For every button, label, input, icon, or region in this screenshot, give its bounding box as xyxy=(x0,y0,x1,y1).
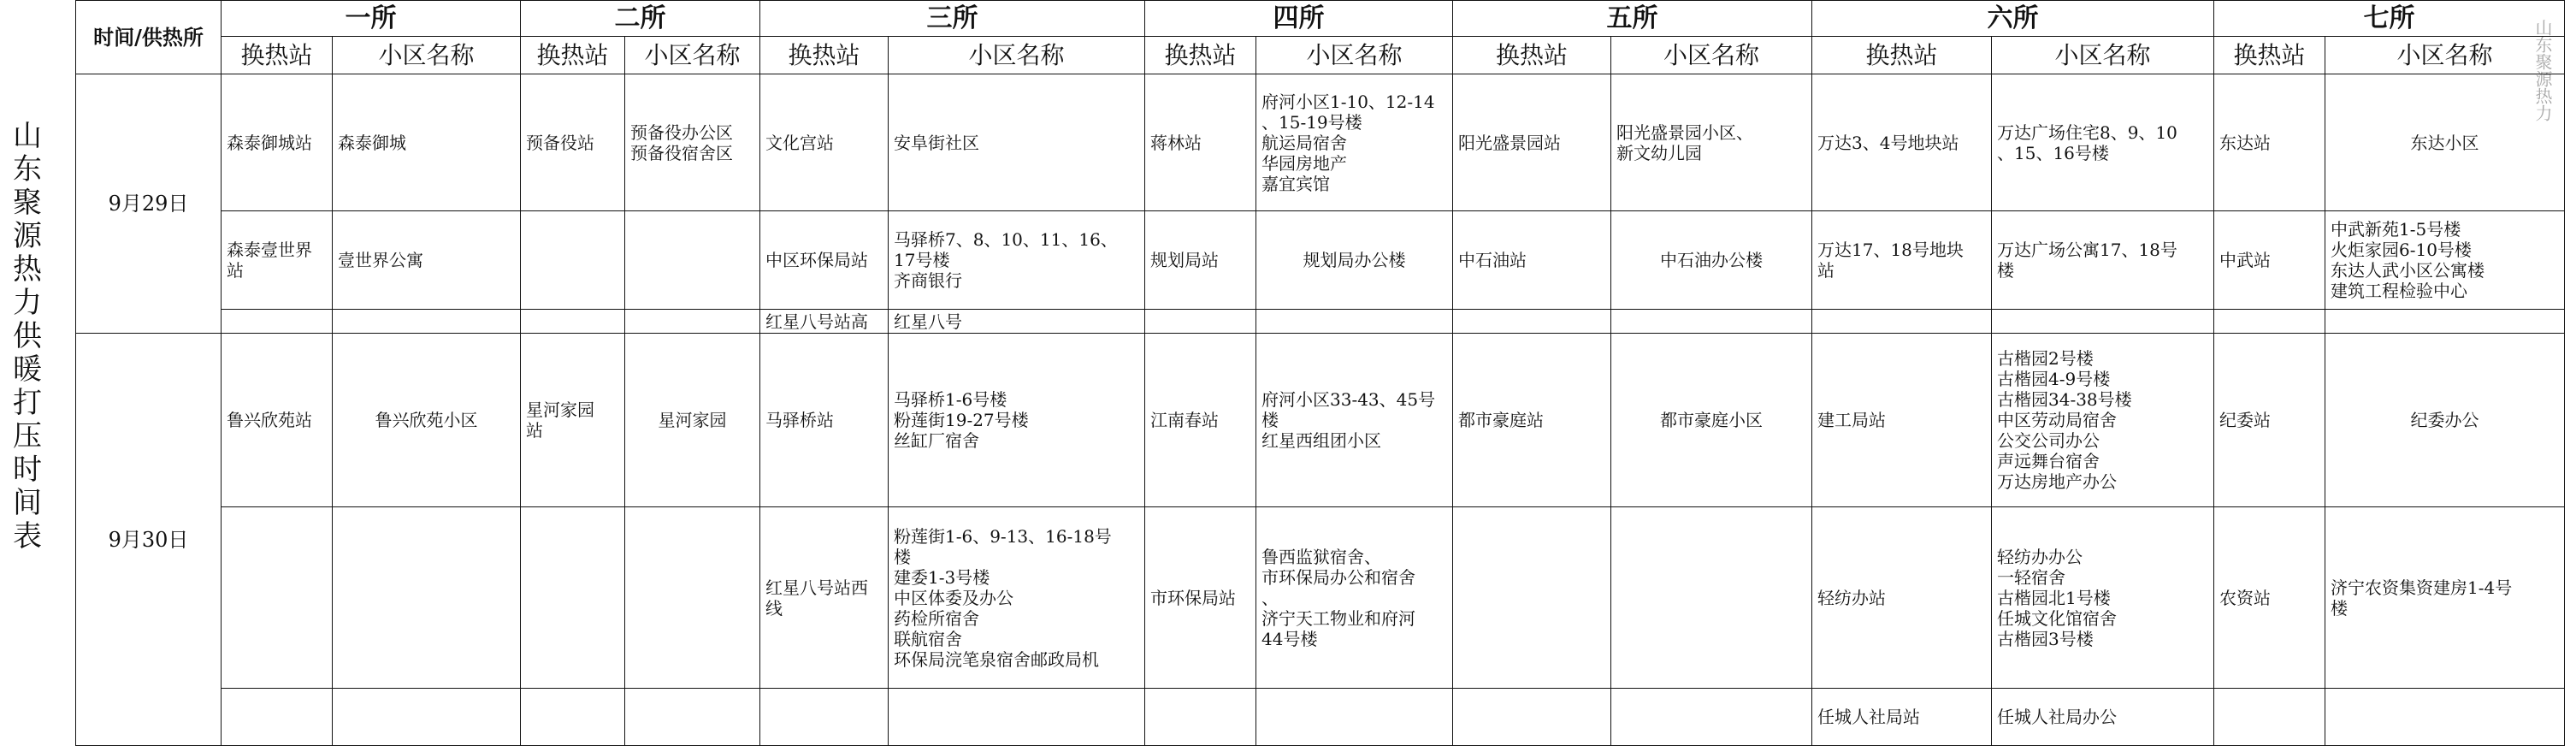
community-cell xyxy=(1256,689,1453,746)
station-column-header: 换热站 xyxy=(2214,37,2325,74)
community-cell: 都市豪庭小区 xyxy=(1611,334,1812,507)
side-title-char: 热 xyxy=(13,252,42,287)
community-cell: 阳光盛景园小区、 新文幼儿园 xyxy=(1611,74,1812,211)
station-cell: 万达17、18号地块 站 xyxy=(1812,211,1992,310)
community-cell xyxy=(625,310,760,334)
community-cell xyxy=(1611,507,1812,689)
community-cell xyxy=(333,310,521,334)
side-title-char: 东 xyxy=(13,152,42,186)
station-cell: 中石油站 xyxy=(1453,211,1611,310)
station-column-header: 换热站 xyxy=(1145,37,1256,74)
side-title-char: 表 xyxy=(13,519,42,554)
community-cell: 马驿桥1-6号楼 粉莲街19-27号楼 丝缸厂宿舍 xyxy=(889,334,1145,507)
station-cell xyxy=(1145,689,1256,746)
station-cell xyxy=(521,689,625,746)
side-title-char: 打 xyxy=(13,386,42,420)
side-title-char: 暖 xyxy=(13,352,42,387)
station-cell: 阳光盛景园站 xyxy=(1453,74,1611,211)
table-row xyxy=(76,689,2565,746)
station-cell: 江南春站 xyxy=(1145,334,1256,507)
station-cell: 蒋林站 xyxy=(1145,74,1256,211)
institute-header: 五所 xyxy=(1453,1,1812,37)
institute-header: 一所 xyxy=(222,1,521,37)
station-cell xyxy=(521,507,625,689)
date-cell: 9月29日 xyxy=(76,74,222,334)
community-cell: 纪委办公 xyxy=(2325,334,2565,507)
station-cell xyxy=(1812,310,1992,334)
community-cell xyxy=(1611,310,1812,334)
station-cell xyxy=(1453,507,1611,689)
header-row-institutes xyxy=(76,1,2565,37)
side-title-char: 山 xyxy=(13,119,42,153)
community-cell: 任城人社局办公 xyxy=(1992,689,2214,746)
community-cell xyxy=(2325,689,2565,746)
table-row xyxy=(76,507,2565,689)
community-cell: 万达广场住宅8、9、10 、15、16号楼 xyxy=(1992,74,2214,211)
side-title-char: 压 xyxy=(13,419,42,453)
side-title xyxy=(0,120,55,554)
side-title-char: 力 xyxy=(13,286,42,320)
station-cell: 森泰御城站 xyxy=(222,74,333,211)
community-cell: 壹世界公寓 xyxy=(333,211,521,310)
watermark: 山东聚源热力 xyxy=(2532,19,2553,121)
community-cell: 鲁兴欣苑小区 xyxy=(333,334,521,507)
station-cell: 任城人社局站 xyxy=(1812,689,1992,746)
schedule-table xyxy=(75,0,2565,746)
community-cell: 府河小区33-43、45号 楼 红星西组团小区 xyxy=(1256,334,1453,507)
institute-header: 三所 xyxy=(760,1,1145,37)
community-cell: 东达小区 xyxy=(2325,74,2565,211)
station-cell: 红星八号站高 xyxy=(760,310,889,334)
community-cell: 星河家园 xyxy=(625,334,760,507)
community-cell: 鲁西监狱宿舍、 市环保局办公和宿舍 、 济宁天工物业和府河 44号楼 xyxy=(1256,507,1453,689)
community-cell: 济宁农资集资建房1-4号 楼 xyxy=(2325,507,2565,689)
community-cell: 安阜街社区 xyxy=(889,74,1145,211)
station-cell: 都市豪庭站 xyxy=(1453,334,1611,507)
station-cell xyxy=(521,310,625,334)
station-column-header: 换热站 xyxy=(521,37,625,74)
community-cell xyxy=(333,507,521,689)
community-cell xyxy=(1992,310,2214,334)
community-column-header: 小区名称 xyxy=(1256,37,1453,74)
station-column-header: 换热站 xyxy=(760,37,889,74)
table-row xyxy=(76,211,2565,310)
community-cell xyxy=(625,507,760,689)
side-title-char: 供 xyxy=(13,319,42,353)
station-cell: 建工局站 xyxy=(1812,334,1992,507)
station-cell xyxy=(1453,689,1611,746)
institute-header: 七所 xyxy=(2214,1,2565,37)
station-cell xyxy=(2214,689,2325,746)
community-column-header: 小区名称 xyxy=(1611,37,1812,74)
community-cell: 森泰御城 xyxy=(333,74,521,211)
station-cell xyxy=(1453,310,1611,334)
community-cell: 古楷园2号楼 古楷园4-9号楼 古楷园34-38号楼 中区劳动局宿舍 公交公司办公 声远舞台宿舍 万达房地产办公 xyxy=(1992,334,2214,507)
community-cell: 中石油办公楼 xyxy=(1611,211,1812,310)
community-cell: 粉莲街1-6、9-13、16-18号 楼 建委1-3号楼 中区体委及办公 药检所宿舍 联航宿舍 环保局浣笔泉宿舍邮政局机 xyxy=(889,507,1145,689)
station-cell xyxy=(222,689,333,746)
community-column-header: 小区名称 xyxy=(625,37,760,74)
station-cell: 纪委站 xyxy=(2214,334,2325,507)
station-cell: 中区环保局站 xyxy=(760,211,889,310)
station-cell xyxy=(2214,310,2325,334)
station-cell: 星河家园 站 xyxy=(521,334,625,507)
community-column-header: 小区名称 xyxy=(333,37,521,74)
community-cell: 红星八号 xyxy=(889,310,1145,334)
community-cell: 轻纺办办公 一轻宿舍 古楷园北1号楼 任城文化馆宿舍 古楷园3号楼 xyxy=(1992,507,2214,689)
station-column-header: 换热站 xyxy=(1812,37,1992,74)
community-column-header: 小区名称 xyxy=(889,37,1145,74)
institute-header: 六所 xyxy=(1812,1,2214,37)
station-cell: 马驿桥站 xyxy=(760,334,889,507)
station-cell: 森泰壹世界 站 xyxy=(222,211,333,310)
table-row xyxy=(76,310,2565,334)
table-body xyxy=(76,74,2565,746)
station-cell: 预备役站 xyxy=(521,74,625,211)
community-cell: 规划局办公楼 xyxy=(1256,211,1453,310)
date-cell: 9月30日 xyxy=(76,334,222,746)
community-column-header: 小区名称 xyxy=(2325,37,2565,74)
station-cell: 农资站 xyxy=(2214,507,2325,689)
station-cell xyxy=(521,211,625,310)
community-cell: 马驿桥7、8、10、11、16、 17号楼 齐商银行 xyxy=(889,211,1145,310)
station-cell: 红星八号站西 线 xyxy=(760,507,889,689)
side-title-char: 源 xyxy=(13,219,42,253)
community-cell: 中武新苑1-5号楼 火炬家园6-10号楼 东达人武小区公寓楼 建筑工程检验中心 xyxy=(2325,211,2565,310)
community-column-header: 小区名称 xyxy=(1992,37,2214,74)
station-cell xyxy=(222,507,333,689)
community-cell xyxy=(1256,310,1453,334)
header-corner: 时间/供热所 xyxy=(76,1,222,74)
community-cell xyxy=(889,689,1145,746)
station-cell: 鲁兴欣苑站 xyxy=(222,334,333,507)
table-row xyxy=(76,334,2565,507)
station-cell: 万达3、4号地块站 xyxy=(1812,74,1992,211)
station-column-header: 换热站 xyxy=(1453,37,1611,74)
station-cell: 中武站 xyxy=(2214,211,2325,310)
side-title-char: 时 xyxy=(13,453,42,487)
community-cell xyxy=(1611,689,1812,746)
station-cell: 市环保局站 xyxy=(1145,507,1256,689)
station-cell: 规划局站 xyxy=(1145,211,1256,310)
station-cell xyxy=(760,689,889,746)
table-header xyxy=(76,1,2565,74)
community-cell: 万达广场公寓17、18号 楼 xyxy=(1992,211,2214,310)
institute-header: 四所 xyxy=(1145,1,1453,37)
community-cell: 预备役办公区 预备役宿舍区 xyxy=(625,74,760,211)
station-cell xyxy=(1145,310,1256,334)
station-cell: 轻纺办站 xyxy=(1812,507,1992,689)
community-cell xyxy=(625,211,760,310)
station-cell: 东达站 xyxy=(2214,74,2325,211)
community-cell: 府河小区1-10、12-14 、15-19号楼 航运局宿舍 华园房地产 嘉宜宾馆 xyxy=(1256,74,1453,211)
institute-header: 二所 xyxy=(521,1,760,37)
side-title-char: 间 xyxy=(13,486,42,520)
station-column-header: 换热站 xyxy=(222,37,333,74)
community-cell xyxy=(2325,310,2565,334)
side-title-char: 聚 xyxy=(13,186,42,220)
community-cell xyxy=(625,689,760,746)
station-cell: 文化宫站 xyxy=(760,74,889,211)
community-cell xyxy=(333,689,521,746)
header-row-columns xyxy=(76,37,2565,74)
station-cell xyxy=(222,310,333,334)
table-row xyxy=(76,74,2565,211)
